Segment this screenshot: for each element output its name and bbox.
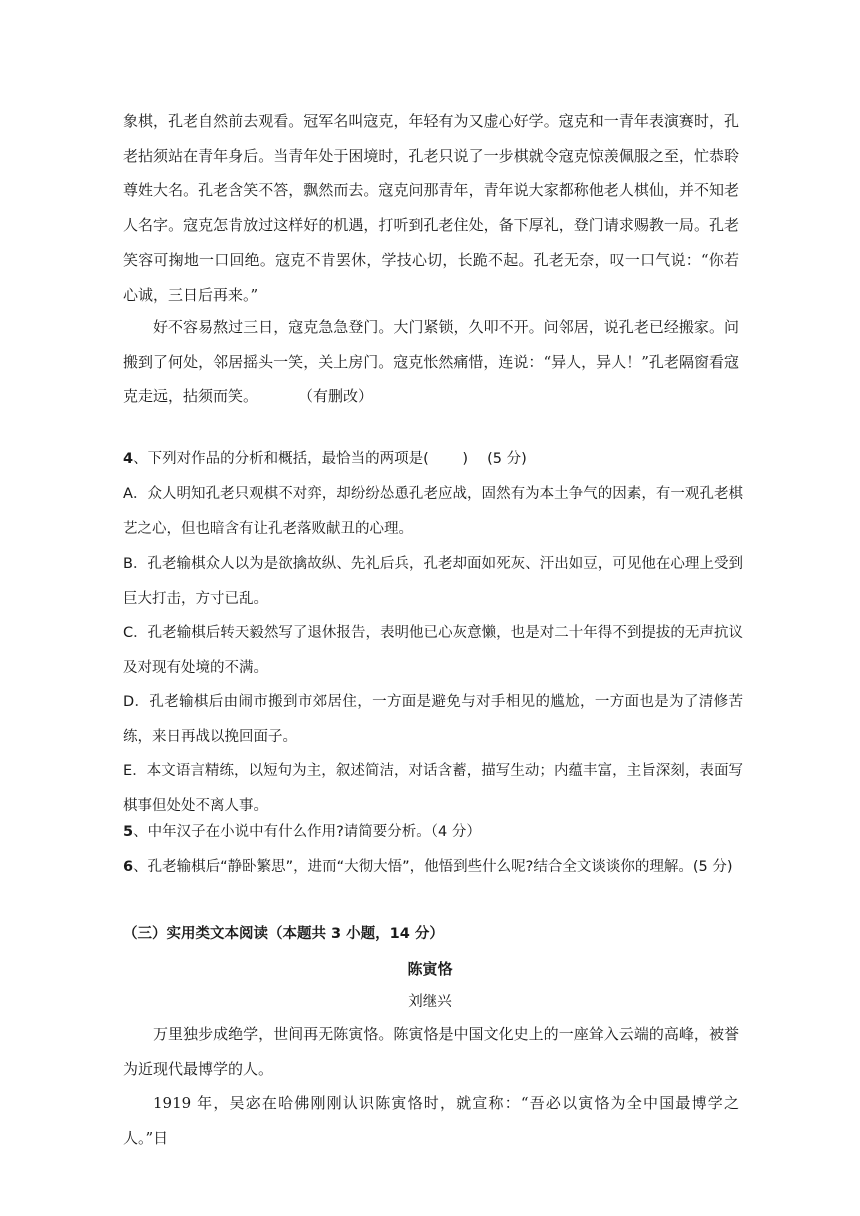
question-4-option-c: C．孔老输棋后转天毅然写了退休报告，表明他已心灰意懒，也是对二十年得不到提拔的无声抗议及对现有处境的不满。 xyxy=(123,625,743,676)
question-4-stem xyxy=(123,442,743,477)
question-4-number: 4 xyxy=(123,451,134,467)
question-4-option-a: A．众人明知孔老只观棋不对弈，却纷纷怂恿孔老应战，固然有为本土争气的因素，有一观孔老棋艺之心，但也暗含有让孔老落败献丑的心理。 xyxy=(123,486,743,537)
story-paragraph-1: 象棋，孔老自然前去观看。冠军名叫寇克，年轻有为又虚心好学。寇克和一青年表演赛时，孔老拈须站在青年身后。当青年处于困境时，孔老只说了一步棋就令寇克惊羡佩服之至，忙恭聆尊姓大名。孔老含笑不答，飘然而去。寇克问那青年，青年说大家都称他老人棋仙，并不知老人名字。寇克怎肯放过这样好的机遇，打听到孔老住处，备下厚礼，登门请求赐教一局。孔老笑容可掬地一口回绝。寇克不肯罢休，学技心切，长跪不起。孔老无奈，叹一口气说：“你若心诚，三日后再来。” xyxy=(123,112,739,304)
question-6-number: 6 xyxy=(123,859,134,875)
question-6 xyxy=(123,850,743,885)
question-5-number: 5 xyxy=(123,824,134,840)
story-paragraph-2-text: 好不容易熬过三日，寇克急急登门。大门紧锁，久叩不开。问邻居，说孔老已经搬家。问搬到了何处，邻居摇头一笑，关上房门。寇克怅然痛惜，连说：“异人，异人！”孔老隔窗看寇克走远，拈须而笑。 xyxy=(123,318,739,406)
section-3-heading: （三）实用类文本阅读（本题共 3 小题，14 分） xyxy=(123,926,444,942)
revision-note: （有删改） xyxy=(298,387,374,406)
question-6-text: 、孔老输棋后“静卧繁思”，进而“大彻大悟”，他悟到些什么呢?结合全文谈谈你的理解。(5 分) xyxy=(133,859,733,875)
article-paragraph-2: 1919 年，吴宓在哈佛刚刚认识陈寅恪时，就宣称：“吾必以寅恪为全中国最博学之人。”日 xyxy=(123,1094,739,1147)
article-author: 刘继兴 xyxy=(408,994,452,1010)
article-title: 陈寅恪 xyxy=(407,960,453,978)
question-4-option-b: B．孔老输棋众人以为是欲擒故纵、先礼后兵，孔老却面如死灰、汗出如豆，可见他在心理上受到巨大打击，方寸已乱。 xyxy=(123,556,743,607)
question-4-text: 、下列对作品的分析和概括，最恰当的两项是( ) (5 分) xyxy=(133,451,527,467)
question-5 xyxy=(123,815,743,850)
question-4-option-e: E．本文语言精练，以短句为主，叙述简洁，对话含蓄，描写生动；内蕴丰富，主旨深刻，表面写棋事但处处不离人事。 xyxy=(123,763,743,814)
story-paragraph-2 xyxy=(123,310,739,414)
article-paragraph-1: 万里独步成绝学，世间再无陈寅恪。陈寅恪是中国文化史上的一座耸入云端的高峰，被誉为近现代最博学的人。 xyxy=(123,1025,739,1078)
question-4-option-d: D．孔老输棋后由闹市搬到市郊居住，一方面是避免与对手相见的尴尬，一方面也是为了清修苦练，来日再战以挽回面子。 xyxy=(123,694,743,745)
question-5-text: 、中年汉子在小说中有什么作用?请简要分析。（4 分） xyxy=(133,824,481,840)
